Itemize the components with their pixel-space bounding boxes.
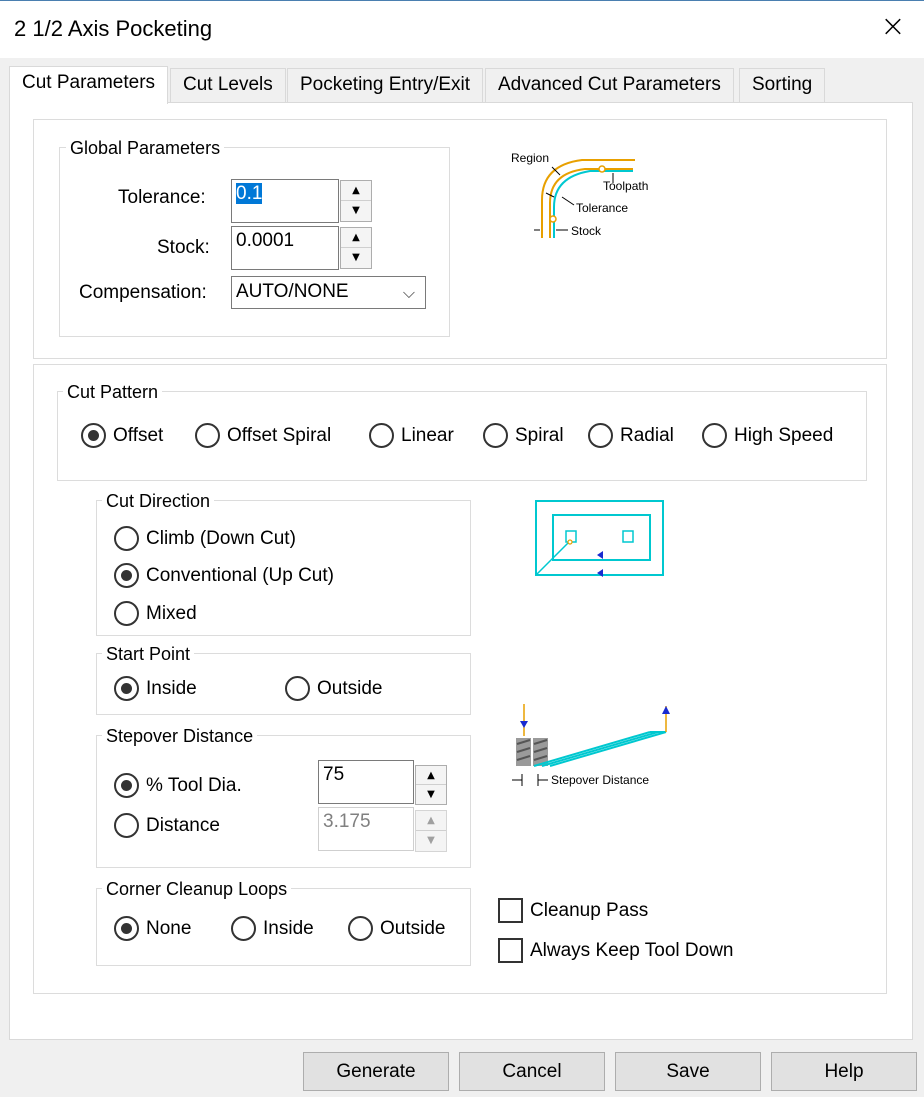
stock-stepper[interactable] (340, 227, 372, 269)
radial-label: Radial (620, 425, 674, 446)
tolerance-diagram-label: Tolerance (576, 201, 629, 215)
cancel-button[interactable]: Cancel (459, 1052, 605, 1091)
pct-tool-dia-stepper[interactable] (415, 765, 447, 805)
linear-label: Linear (401, 425, 454, 446)
stepover-legend: Stepover Distance (102, 726, 257, 747)
stepover-diagram-label: Stepover Distance (551, 773, 650, 787)
radio-pct-tool-dia[interactable] (114, 773, 139, 798)
tab-sorting[interactable]: Sorting (739, 68, 825, 103)
corner-outside-label: Outside (380, 918, 446, 939)
corner-none-label: None (146, 918, 192, 939)
spin-down-icon[interactable]: ▼ (352, 205, 360, 216)
stepover-diagram (510, 700, 680, 792)
tolerance-label: Tolerance: (118, 187, 206, 208)
distance-input[interactable]: 3.175 (318, 807, 414, 851)
spin-up-icon[interactable]: ▲ (341, 181, 371, 201)
tolerance-input[interactable] (231, 179, 339, 223)
keep-tool-down-label: Always Keep Tool Down (530, 940, 734, 961)
save-button[interactable]: Save (615, 1052, 761, 1091)
close-icon[interactable]: × (880, 9, 906, 44)
region-toolpath-diagram (500, 145, 670, 245)
radio-climb[interactable] (114, 526, 139, 551)
radio-corner-inside[interactable] (231, 916, 256, 941)
start-outside-label: Outside (317, 678, 383, 699)
generate-button[interactable]: Generate (303, 1052, 449, 1091)
region-label: Region (511, 151, 550, 165)
radio-conventional[interactable] (114, 563, 139, 588)
spin-down-icon[interactable]: ▼ (352, 252, 360, 263)
start-point-legend: Start Point (102, 644, 194, 665)
tab-cut-parameters[interactable]: Cut Parameters (9, 66, 168, 104)
spin-up-icon[interactable]: ▲ (341, 228, 371, 248)
stock-label: Stock: (157, 237, 210, 258)
radio-distance[interactable] (114, 813, 139, 838)
spin-down-icon[interactable]: ▼ (427, 835, 435, 846)
climb-label: Climb (Down Cut) (146, 528, 296, 549)
radio-start-inside[interactable] (114, 676, 139, 701)
pct-tool-dia-label: % Tool Dia. (146, 775, 242, 796)
spin-up-icon[interactable]: ▲ (416, 811, 446, 831)
chevron-down-icon: ⌵ (402, 283, 415, 302)
radio-offset[interactable] (81, 423, 106, 448)
toolpath-label: Toolpath (603, 179, 649, 193)
pocket-offset-diagram (533, 498, 667, 580)
distance-label: Distance (146, 815, 220, 836)
offset-spiral-label: Offset Spiral (227, 425, 332, 446)
high-speed-label: High Speed (734, 425, 834, 446)
offset-label: Offset (113, 425, 164, 446)
stock-diagram-label: Stock (571, 224, 602, 238)
tab-advanced-cut-parameters[interactable]: Advanced Cut Parameters (485, 68, 734, 103)
radio-offset-spiral[interactable] (195, 423, 220, 448)
tab-cut-levels[interactable]: Cut Levels (170, 68, 286, 103)
spin-up-icon[interactable]: ▲ (416, 766, 446, 785)
radio-corner-none[interactable] (114, 916, 139, 941)
cleanup-pass-checkbox[interactable] (498, 898, 523, 923)
keep-tool-down-checkbox[interactable] (498, 938, 523, 963)
radio-corner-outside[interactable] (348, 916, 373, 941)
spiral-label: Spiral (515, 425, 564, 446)
mixed-label: Mixed (146, 603, 197, 624)
radio-mixed[interactable] (114, 601, 139, 626)
conventional-label: Conventional (Up Cut) (146, 565, 334, 586)
compensation-value: AUTO/NONE (236, 281, 349, 302)
spin-down-icon[interactable]: ▼ (427, 789, 435, 800)
cleanup-pass-label: Cleanup Pass (530, 900, 649, 921)
pct-tool-dia-input[interactable]: 75 (318, 760, 414, 804)
cut-direction-legend: Cut Direction (102, 491, 214, 512)
radio-linear[interactable] (369, 423, 394, 448)
stock-input[interactable]: 0.0001 (231, 226, 339, 270)
compensation-label: Compensation: (79, 282, 207, 303)
distance-stepper[interactable] (415, 810, 447, 852)
tab-pocketing-entry-exit[interactable]: Pocketing Entry/Exit (287, 68, 483, 103)
radio-radial[interactable] (588, 423, 613, 448)
corner-cleanup-legend: Corner Cleanup Loops (102, 879, 291, 900)
compensation-select[interactable] (231, 276, 426, 309)
window-title: 2 1/2 Axis Pocketing (14, 16, 213, 41)
tolerance-value: 0.1 (236, 183, 263, 204)
help-button[interactable]: Help (771, 1052, 917, 1091)
radio-start-outside[interactable] (285, 676, 310, 701)
start-inside-label: Inside (146, 678, 197, 699)
tolerance-stepper[interactable] (340, 180, 372, 222)
radio-high-speed[interactable] (702, 423, 727, 448)
radio-spiral[interactable] (483, 423, 508, 448)
cut-pattern-legend: Cut Pattern (63, 382, 162, 403)
corner-inside-label: Inside (263, 918, 314, 939)
global-parameters-legend: Global Parameters (66, 138, 224, 159)
